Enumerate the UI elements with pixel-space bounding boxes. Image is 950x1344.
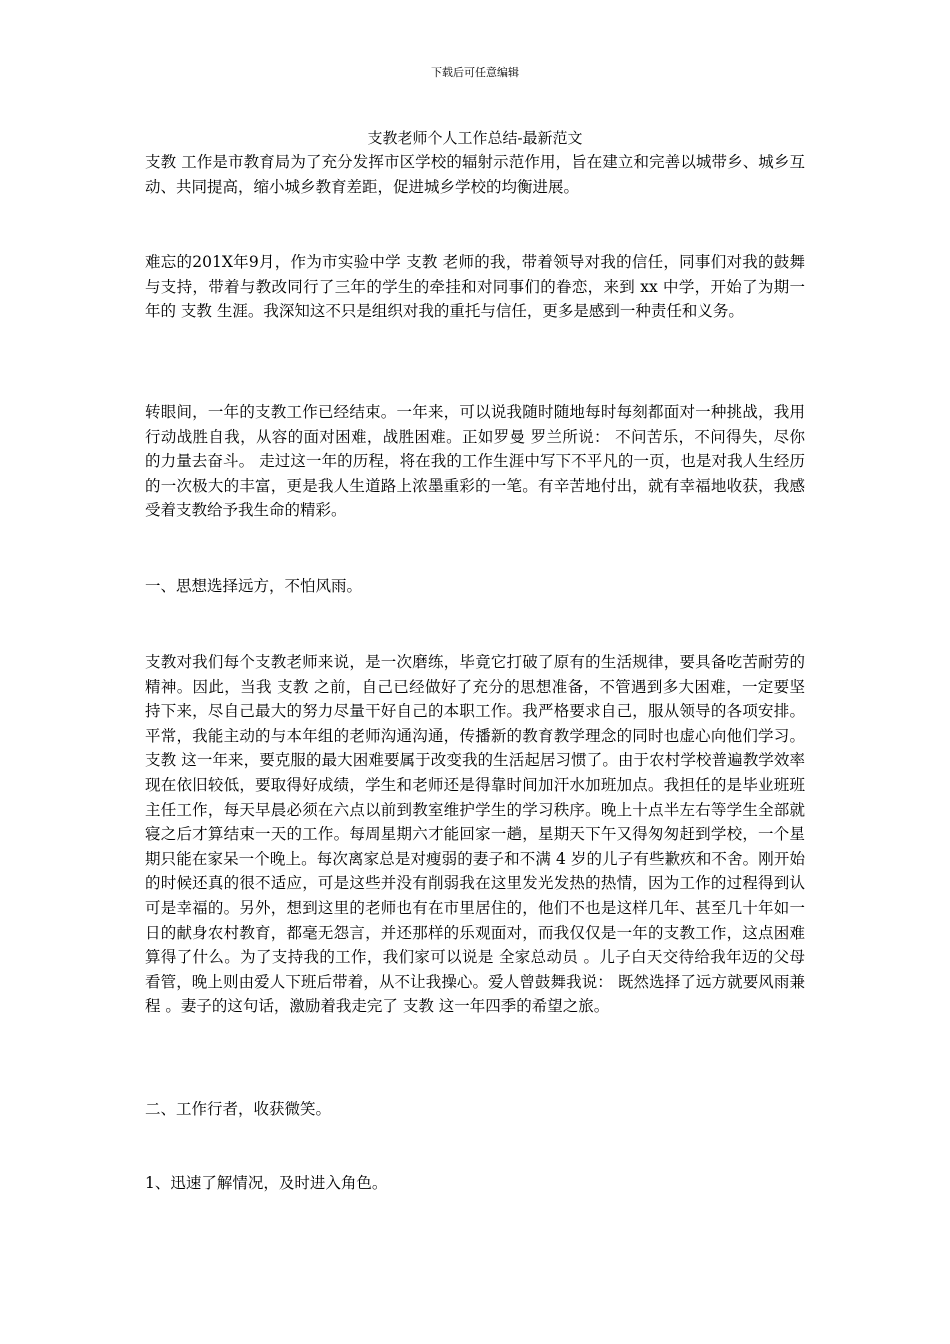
header-note: 下载后可任意编辑 (431, 66, 519, 79)
paragraph-turn: 转眼间，一年的支教工作已经结束。一年来，可以说我随时随地每时每刻都面对一种挑战，我用行动战胜自我，从容的面对困难，战胜困难。正如罗曼 罗兰所说： 不问苦乐，不问得失，尽你的力量去奋斗。 走过这一年的历程，将在我的工作生涯中写下不平凡的一页，也是对我人生经历的一次极大的丰富，更是我人生道路上浓墨重彩的一笔。有辛苦地付出，就有幸福地收获，我感受着支教给予我生命的精彩。 (145, 403, 805, 520)
paragraph-intro: 支教 工作是市教育局为了充分发挥市区学校的辐射示范作用，旨在建立和完善以城带乡、城乡互动、共同提高，缩小城乡教育差距，促进城乡学校的均衡进展。 (145, 153, 805, 196)
section-heading-2: 二、工作行者，收获微笑。 (145, 1100, 332, 1118)
document-title: 支教老师个人工作总结-最新范文 (367, 129, 583, 147)
subsection-heading-1: 1、迅速了解情况，及时进入角色。 (145, 1174, 388, 1192)
section-heading-1: 一、思想选择远方，不怕风雨。 (145, 577, 363, 595)
paragraph-memory: 难忘的201X年9月，作为市实验中学 支教 老师的我，带着领导对我的信任，同事们对我的鼓舞与支持，带着与教改同行了三年的学生的牵挂和对同事们的眷恋，来到 xx 中学，开始了为期一年的 支教 生涯。我深知这不只是组织对我的重托与信任，更多是感到一种责任和义务。 (145, 253, 805, 321)
paragraph-section-1: 支教对我们每个支教老师来说，是一次磨练，毕竟它打破了原有的生活规律，要具备吃苦耐劳的精神。因此，当我 支教 之前，自己已经做好了充分的思想准备，不管遇到多大困难，一定要坚持下来，尽自己最大的努力尽量干好自己的本职工作。我严格要求自己，服从领导的各项安排。平常，我能主动的与本年组的老师沟通沟通，传播新的教育教学理念的同时也虚心向他们学习。 支教 这一年来，要克服的最大困难要属于改变我的生活起居习惯了。由于农村学校普遍教学效率现在依旧较低，要取得好成绩，学生和老师还是得靠时间加汗水加班加点。我担任的是毕业班班主任工作，每天早晨必须在六点以前到教室维护学生的学习秩序。晚上十点半左右等学生全部就寝之后才算结束一天的工作。每周星期六才能回家一趟，星期天下午又得匆匆赶到学校，一个星期只能在家呆一个晚上。每次离家总是对瘦弱的妻子和不满 4 岁的儿子有些歉疚和不舍。刚开始的时候还真的很不适应，可是这些并没有削弱我在这里发光发热的热情，因为工作的过程得到认可是幸福的。另外，想到这里的老师也有在市里居住的，他们不也是这样几年、甚至几十年如一日的献身农村教育，都毫无怨言，并还那样的乐观面对，而我仅仅是一年的支教工作，这点困难算得了什么。为了支持我的工作，我们家可以说是 全家总动员 。儿子白天交待给我年迈的父母看管，晚上则由爱人下班后带着，从不让我操心。爱人曾鼓舞我说： 既然选择了远方就要风雨兼程 。妻子的这句话，激励着我走完了 支教 这一年四季的希望之旅。 (145, 653, 805, 1016)
